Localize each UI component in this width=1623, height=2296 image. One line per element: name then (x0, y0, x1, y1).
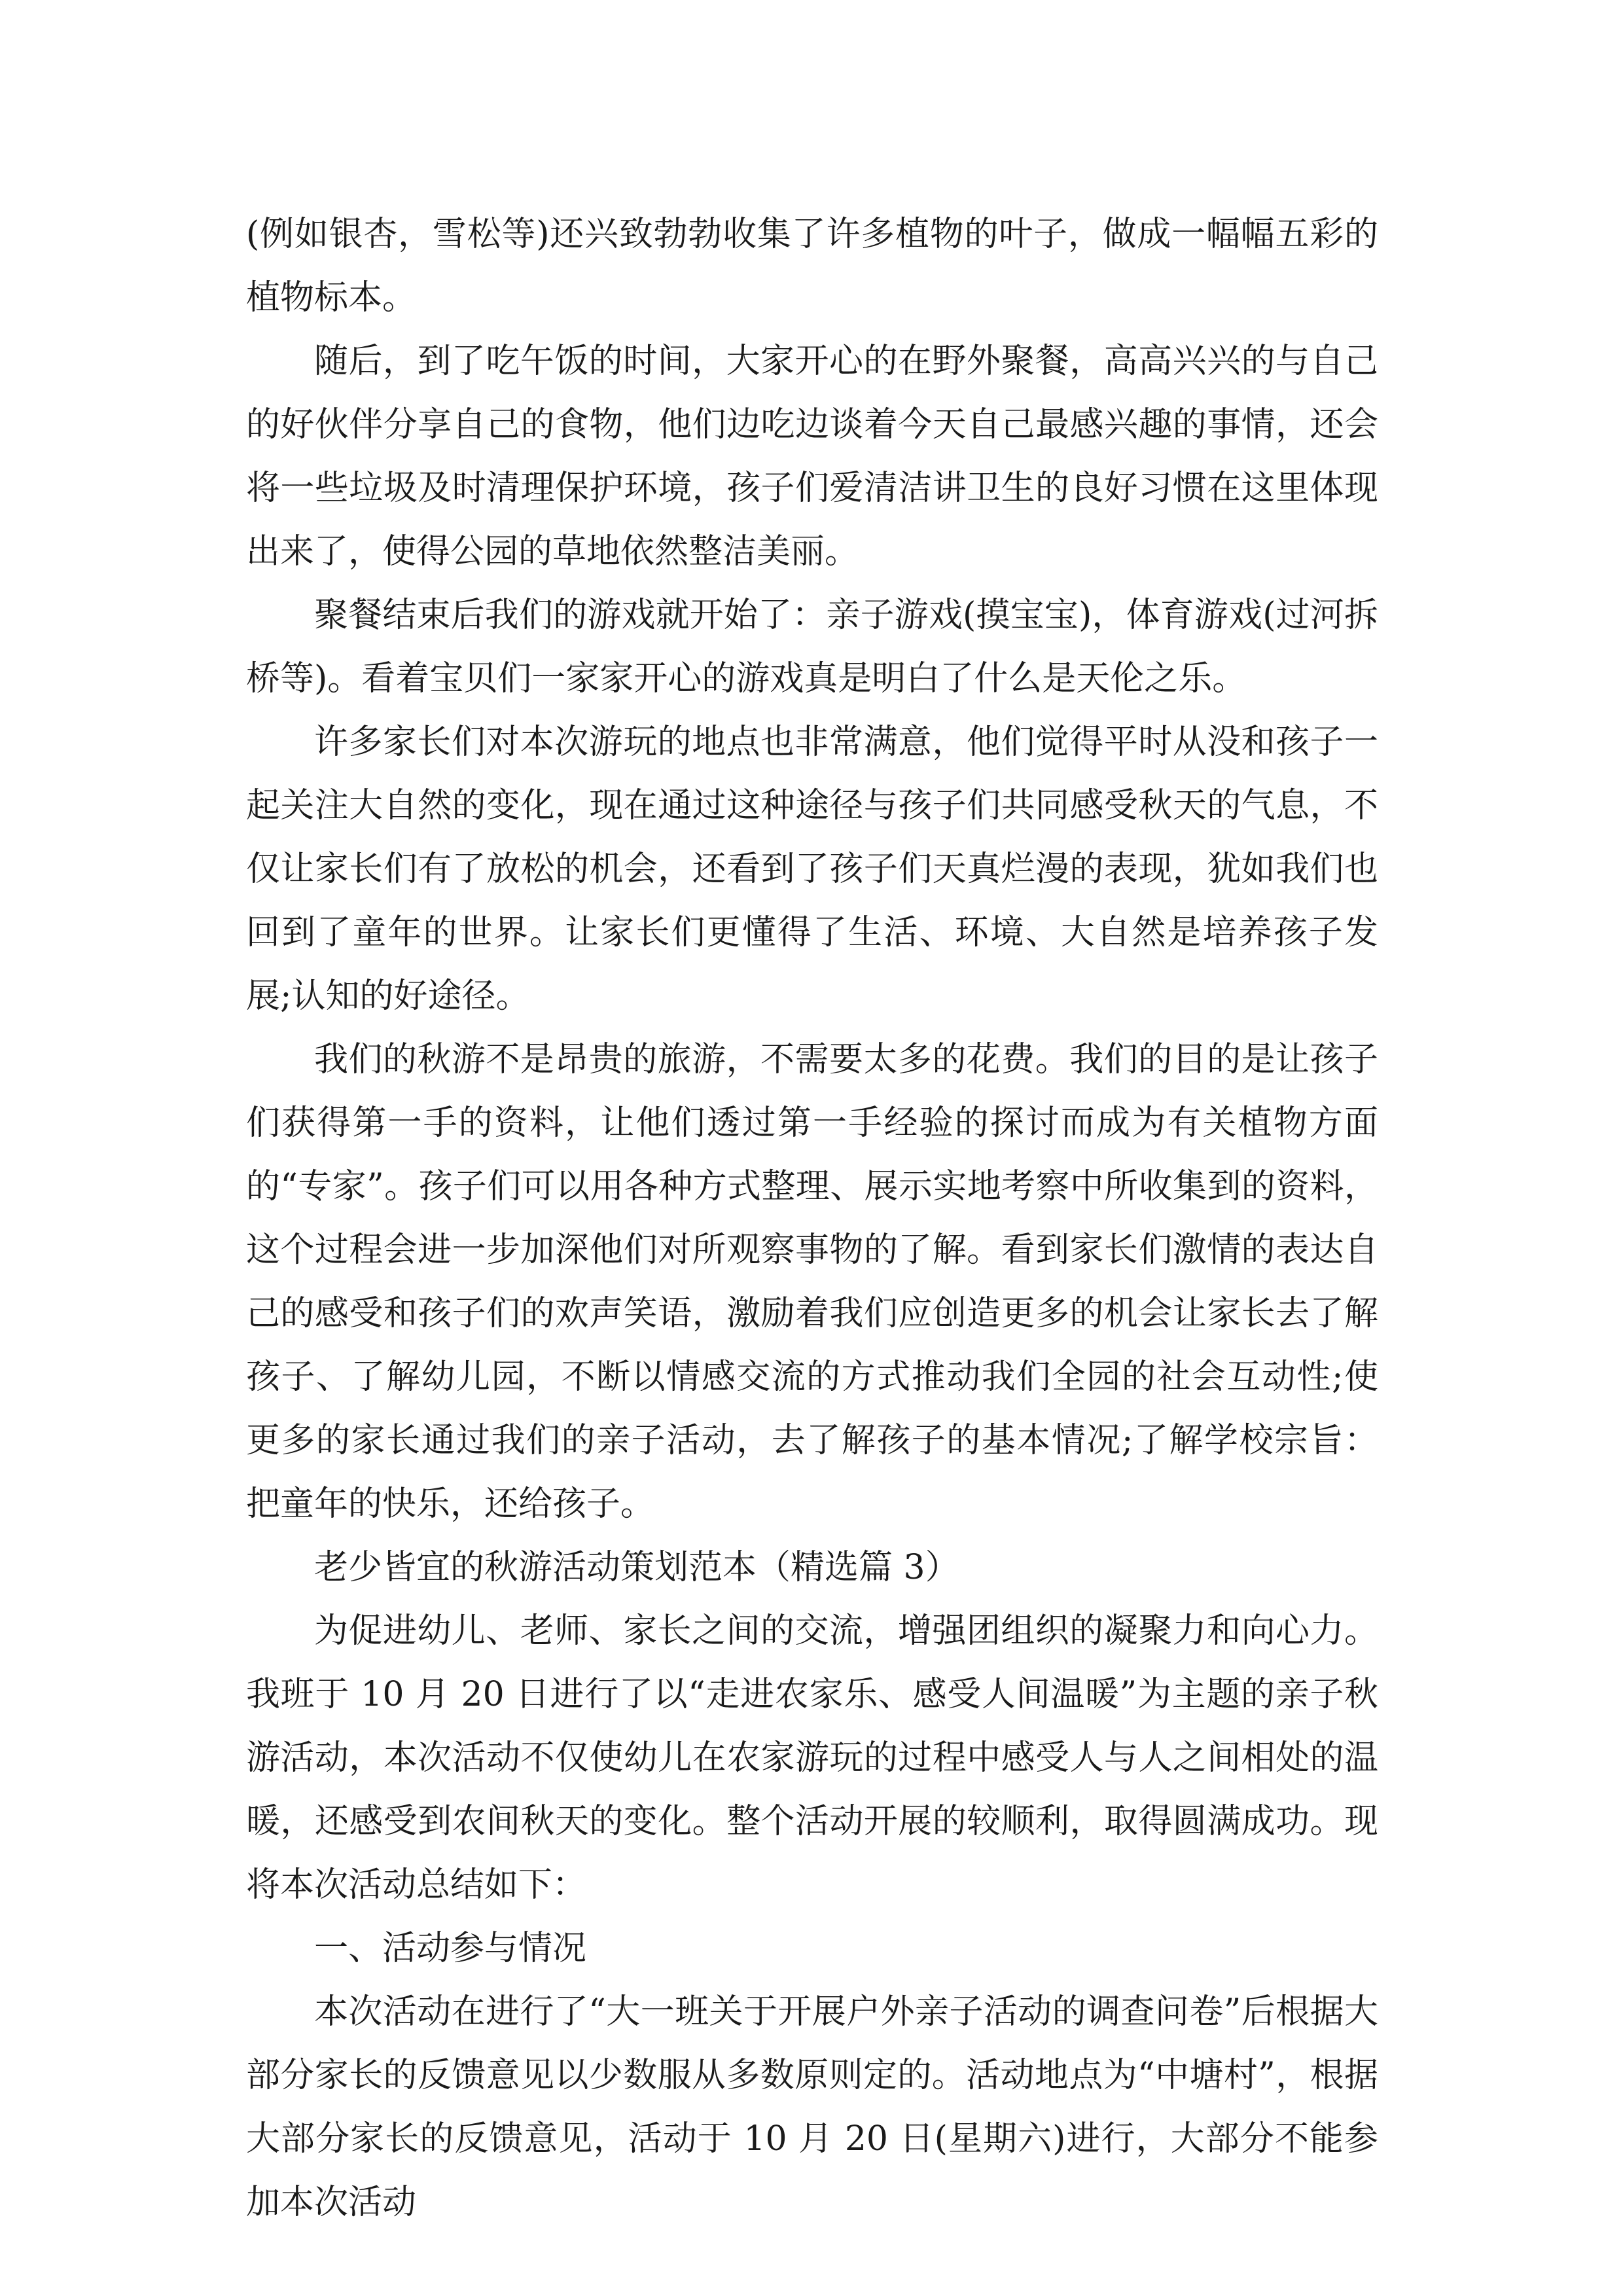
paragraph-5: 我们的秋游不是昂贵的旅游，不需要太多的花费。我们的目的是让孩子们获得第一手的资料，让他们透过第一手经验的探讨而成为有关植物方面的“专家”。孩子们可以用各种方式整理、展示实地考察中所收集到的资料，这个过程会进一步加深他们对所观察事物的了解。看到家长们激情的表达自己的感受和孩子们的欢声笑语，激励着我们应创造更多的机会让家长去了解孩子、了解幼儿园，不断以情感交流的方式推动我们全园的社会互动性;使更多的家长通过我们的亲子活动，去了解孩子的基本情况;了解学校宗旨：把童年的快乐，还给孩子。 (246, 1040, 1378, 1524)
section-heading-3: 老少皆宜的秋游活动策划范本（精选篇 3） (314, 1548, 959, 1587)
paragraph-1: (例如银杏，雪松等)还兴致勃勃收集了许多植物的叶子，做成一幅幅五彩的植物标本。 (246, 215, 1378, 317)
paragraph-7: 本次活动在进行了“大一班关于开展户外亲子活动的调查问卷”后根据大部分家长的反馈意见以少数服从多数原则定的。活动地点为“中塘村”，根据大部分家长的反馈意见，活动于 10 月 20 日(星期六)进行，大部分不能参加本次活动 (246, 1992, 1378, 2222)
paragraph-6: 为促进幼儿、老师、家长之间的交流，增强团组织的凝聚力和向心力。我班于 10 月 20 日进行了以“走进农家乐、感受人间温暖”为主题的亲子秋游活动，本次活动不仅使幼儿在农家游玩的过程中感受人与人之间相处的温暖，还感受到农间秋天的变化。整个活动开展的较顺利，取得圆满成功。现将本次活动总结如下： (246, 1611, 1378, 1905)
paragraph-2: 随后，到了吃午饭的时间，大家开心的在野外聚餐，高高兴兴的与自己的好伙伴分享自己的食物，他们边吃边谈着今天自己最感兴趣的事情，还会将一些垃圾及时清理保护环境，孩子们爱清洁讲卫生的良好习惯在这里体现出来了，使得公园的草地依然整洁美丽。 (246, 342, 1378, 571)
subsection-heading-1: 一、活动参与情况 (314, 1929, 587, 1968)
paragraph-4: 许多家长们对本次游玩的地点也非常满意，他们觉得平时从没和孩子一起关注大自然的变化，现在通过这种途径与孩子们共同感受秋天的气息，不仅让家长们有了放松的机会，还看到了孩子们天真烂漫的表现，犹如我们也回到了童年的世界。让家长们更懂得了生活、环境、大自然是培养孩子发展;认知的好途径。 (246, 723, 1378, 1016)
document-body (246, 203, 1378, 2234)
paragraph-3: 聚餐结束后我们的游戏就开始了：亲子游戏(摸宝宝)，体育游戏(过河拆桥等)。看着宝贝们一家家开心的游戏真是明白了什么是天伦之乐。 (246, 596, 1378, 698)
